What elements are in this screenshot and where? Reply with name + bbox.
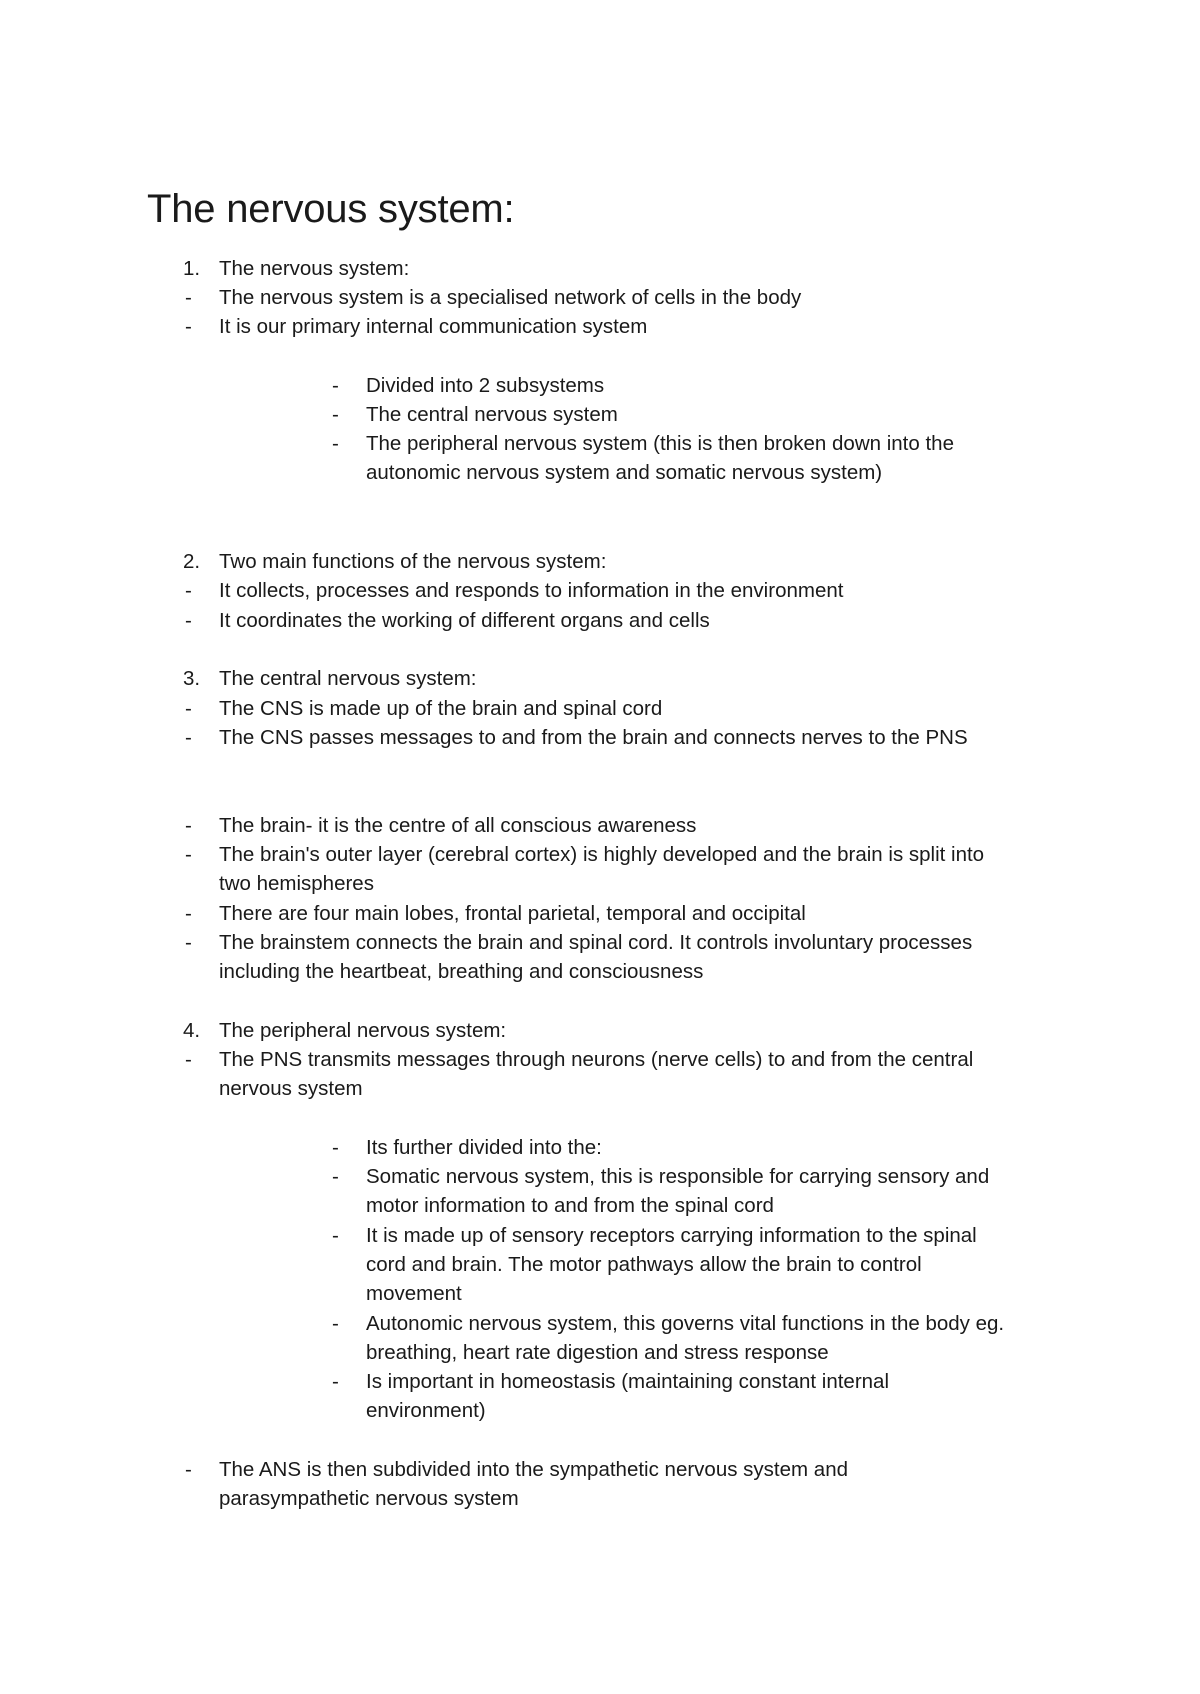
list-number-4: 4.	[183, 1019, 201, 1042]
list-item-continuation: nervous system	[219, 1077, 363, 1100]
list-item-continuation: two hemispheres	[219, 872, 374, 895]
section-4-heading: The peripheral nervous system:	[219, 1019, 507, 1042]
list-number-1: 1.	[183, 257, 201, 280]
bullet-dash: -	[332, 1370, 339, 1393]
bullet-dash: -	[185, 315, 192, 338]
page-title: The nervous system:	[147, 187, 515, 231]
list-number-2: 2.	[183, 550, 201, 573]
bullet-dash: -	[185, 1458, 192, 1481]
bullet-dash: -	[332, 1136, 339, 1159]
bullet-dash: -	[332, 1312, 339, 1335]
list-item: Divided into 2 subsystems	[366, 374, 605, 397]
bullet-dash: -	[185, 579, 192, 602]
list-item: Autonomic nervous system, this governs vital functions in the body eg.	[366, 1312, 1005, 1335]
list-item: Is important in homeostasis (maintaining constant internal	[366, 1370, 890, 1393]
bullet-dash: -	[185, 931, 192, 954]
list-item-continuation: parasympathetic nervous system	[219, 1487, 519, 1510]
list-item: It collects, processes and responds to information in the environment	[219, 579, 844, 602]
list-number-3: 3.	[183, 667, 201, 690]
list-item: The nervous system is a specialised network of cells in the body	[219, 286, 802, 309]
bullet-dash: -	[332, 1224, 339, 1247]
list-item: The peripheral nervous system (this is then broken down into the	[366, 432, 954, 455]
list-item: It is our primary internal communication system	[219, 315, 648, 338]
section-1-heading: The nervous system:	[219, 257, 410, 280]
list-item-continuation: movement	[366, 1282, 462, 1305]
list-item-continuation: including the heartbeat, breathing and consciousness	[219, 960, 704, 983]
list-item: It coordinates the working of different organs and cells	[219, 609, 710, 632]
section-2-heading: Two main functions of the nervous system:	[219, 550, 607, 573]
list-item: The brain- it is the centre of all conscious awareness	[219, 814, 697, 837]
bullet-dash: -	[185, 814, 192, 837]
list-item: The ANS is then subdivided into the sympathetic nervous system and	[219, 1458, 849, 1481]
list-item: It is made up of sensory receptors carrying information to the spinal	[366, 1224, 977, 1247]
list-item: The PNS transmits messages through neurons (nerve cells) to and from the central	[219, 1048, 974, 1071]
list-item-continuation: autonomic nervous system and somatic nervous system)	[366, 461, 883, 484]
list-item: Somatic nervous system, this is responsible for carrying sensory and	[366, 1165, 990, 1188]
bullet-dash: -	[185, 902, 192, 925]
list-item-continuation: environment)	[366, 1399, 486, 1422]
bullet-dash: -	[332, 432, 339, 455]
list-item: Its further divided into the:	[366, 1136, 602, 1159]
list-item: The central nervous system	[366, 403, 618, 426]
bullet-dash: -	[332, 374, 339, 397]
section-3-heading: The central nervous system:	[219, 667, 477, 690]
list-item-continuation: motor information to and from the spinal cord	[366, 1194, 774, 1217]
list-item-continuation: breathing, heart rate digestion and stress response	[366, 1341, 829, 1364]
list-item-continuation: cord and brain. The motor pathways allow the brain to control	[366, 1253, 922, 1276]
bullet-dash: -	[185, 609, 192, 632]
list-item: There are four main lobes, frontal parietal, temporal and occipital	[219, 902, 806, 925]
bullet-dash: -	[185, 843, 192, 866]
list-item: The brainstem connects the brain and spinal cord. It controls involuntary processes	[219, 931, 973, 954]
list-item: The CNS passes messages to and from the brain and connects nerves to the PNS	[219, 726, 968, 749]
bullet-dash: -	[185, 286, 192, 309]
bullet-dash: -	[332, 1165, 339, 1188]
list-item: The CNS is made up of the brain and spinal cord	[219, 697, 663, 720]
bullet-dash: -	[185, 697, 192, 720]
bullet-dash: -	[185, 1048, 192, 1071]
bullet-dash: -	[185, 726, 192, 749]
list-item: The brain's outer layer (cerebral cortex) is highly developed and the brain is split into	[219, 843, 985, 866]
bullet-dash: -	[332, 403, 339, 426]
